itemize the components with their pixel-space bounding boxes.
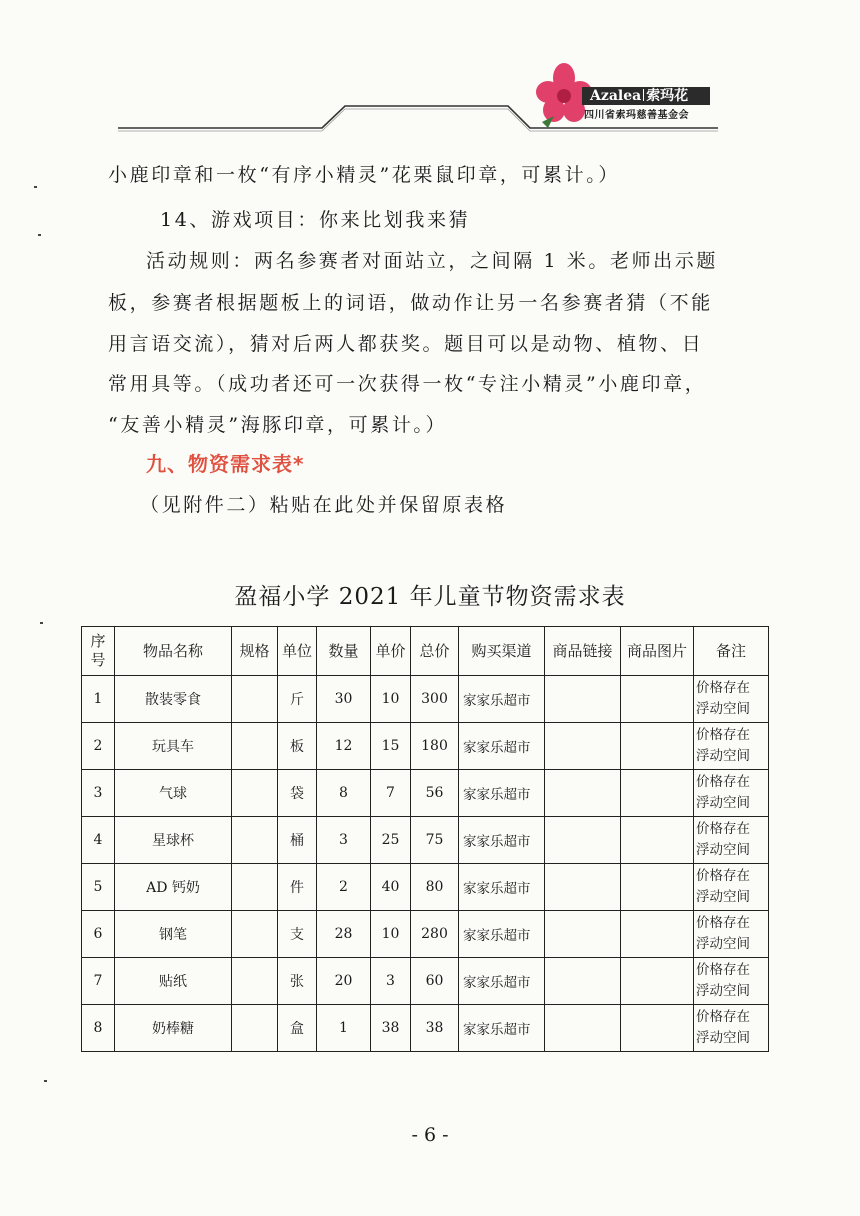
cell-price: 38 (371, 1005, 411, 1052)
table-row (82, 1005, 769, 1052)
cell-no: 2 (82, 723, 115, 770)
table-row (82, 770, 769, 817)
cell-spec (232, 911, 278, 958)
cell-note (694, 770, 769, 817)
cell-channel: 家家乐超市 (459, 864, 545, 911)
logo-en: Azalea (590, 88, 642, 104)
note-line-2: 浮动空间 (696, 1030, 750, 1046)
cell-spec (232, 770, 278, 817)
cell-price: 15 (371, 723, 411, 770)
cell-total: 280 (411, 911, 459, 958)
note-line-2: 浮动空间 (696, 701, 750, 717)
cell-link (545, 864, 621, 911)
note-line-1: 价格存在 (696, 774, 750, 790)
cell-name: 星球杯 (115, 817, 232, 864)
note-line-1: 价格存在 (696, 680, 750, 696)
cell-channel: 家家乐超市 (459, 723, 545, 770)
cell-total: 300 (411, 676, 459, 723)
cell-channel: 家家乐超市 (459, 1005, 545, 1052)
rules-line-5: “友善小精灵”海豚印章，可累计。） (108, 414, 448, 436)
cell-name: 玩具车 (115, 723, 232, 770)
cell-image (621, 723, 694, 770)
col-header-unit: 单位 (278, 627, 317, 676)
cell-name: 贴纸 (115, 958, 232, 1005)
scan-speck (38, 234, 41, 236)
cell-link (545, 911, 621, 958)
cell-unit: 桶 (278, 817, 317, 864)
cell-qty: 20 (317, 958, 371, 1005)
cell-spec (232, 864, 278, 911)
rules-line-1: 活动规则：两名参赛者对面站立，之间隔 1 米。老师出示题 (146, 250, 718, 272)
cell-no: 6 (82, 911, 115, 958)
logo-wordmark (582, 87, 710, 105)
col-header-note: 备注 (694, 627, 769, 676)
cell-spec (232, 958, 278, 1005)
note-line-2: 浮动空间 (696, 983, 750, 999)
cell-total: 80 (411, 864, 459, 911)
rules-line-3: 用言语交流），猜对后两人都获奖。题目可以是动物、植物、日 (108, 333, 704, 355)
cell-spec (232, 817, 278, 864)
cell-unit: 板 (278, 723, 317, 770)
cell-note (694, 676, 769, 723)
col-header-spec: 规格 (232, 627, 278, 676)
logo-cn: 索玛花 (646, 88, 689, 104)
cell-link (545, 958, 621, 1005)
cell-price: 10 (371, 911, 411, 958)
cell-spec (232, 1005, 278, 1052)
note-line-1: 价格存在 (696, 727, 750, 743)
cell-channel: 家家乐超市 (459, 817, 545, 864)
cell-unit: 盒 (278, 1005, 317, 1052)
cell-total: 75 (411, 817, 459, 864)
cell-total: 38 (411, 1005, 459, 1052)
table-row (82, 864, 769, 911)
cell-price: 3 (371, 958, 411, 1005)
cell-link (545, 1005, 621, 1052)
continuation-line: 小鹿印章和一枚“有序小精灵”花栗鼠印章，可累计。） (108, 164, 620, 186)
cell-price: 10 (371, 676, 411, 723)
cell-channel: 家家乐超市 (459, 958, 545, 1005)
col-header-no: 序号 (82, 627, 115, 676)
note-line-2: 浮动空间 (696, 889, 750, 905)
col-header-qty: 数量 (317, 627, 371, 676)
cell-no: 7 (82, 958, 115, 1005)
note-line-2: 浮动空间 (696, 748, 750, 764)
note-line-2: 浮动空间 (696, 842, 750, 858)
cell-image (621, 864, 694, 911)
foundation-logo (534, 60, 714, 130)
cell-image (621, 1005, 694, 1052)
scan-speck (34, 186, 37, 188)
cell-no: 3 (82, 770, 115, 817)
cell-note (694, 911, 769, 958)
cell-unit: 袋 (278, 770, 317, 817)
cell-name: AD 钙奶 (115, 864, 232, 911)
table-row (82, 723, 769, 770)
cell-image (621, 676, 694, 723)
rules-line-4: 常用具等。（成功者还可一次获得一枚“专注小精灵”小鹿印章， (108, 373, 707, 395)
game-title: 14、游戏项目：你来比划我来猜 (160, 209, 471, 231)
cell-image (621, 770, 694, 817)
page-number: - 6 - (411, 1124, 449, 1146)
col-header-image: 商品图片 (621, 627, 694, 676)
cell-image (621, 817, 694, 864)
cell-no: 4 (82, 817, 115, 864)
cell-no: 5 (82, 864, 115, 911)
cell-price: 7 (371, 770, 411, 817)
table-row (82, 958, 769, 1005)
note-line-2: 浮动空间 (696, 936, 750, 952)
note-line-1: 价格存在 (696, 915, 750, 931)
cell-note (694, 817, 769, 864)
cell-qty: 2 (317, 864, 371, 911)
cell-spec (232, 723, 278, 770)
cell-no: 8 (82, 1005, 115, 1052)
cell-unit: 斤 (278, 676, 317, 723)
cell-unit: 件 (278, 864, 317, 911)
cell-link (545, 817, 621, 864)
cell-link (545, 723, 621, 770)
cell-name: 奶棒糖 (115, 1005, 232, 1052)
table-row (82, 911, 769, 958)
cell-link (545, 676, 621, 723)
cell-price: 25 (371, 817, 411, 864)
supplies-table (81, 626, 769, 1052)
cell-link (545, 770, 621, 817)
scan-speck (44, 1080, 47, 1082)
cell-image (621, 958, 694, 1005)
cell-total: 180 (411, 723, 459, 770)
cell-name: 钢笔 (115, 911, 232, 958)
cell-no: 1 (82, 676, 115, 723)
scan-speck (40, 622, 43, 624)
cell-channel: 家家乐超市 (459, 770, 545, 817)
cell-unit: 张 (278, 958, 317, 1005)
cell-note (694, 1005, 769, 1052)
table-row (82, 676, 769, 723)
col-header-link: 商品链接 (545, 627, 621, 676)
rules-line-2: 板，参赛者根据题板上的词语，做动作让另一名参赛者猜（不能 (108, 292, 713, 314)
cell-qty: 8 (317, 770, 371, 817)
cell-channel: 家家乐超市 (459, 676, 545, 723)
cell-image (621, 911, 694, 958)
logo-subtitle: 四川省索玛慈善基金会 (584, 110, 689, 121)
col-header-name: 物品名称 (115, 627, 232, 676)
cell-name: 气球 (115, 770, 232, 817)
cell-qty: 28 (317, 911, 371, 958)
cell-qty: 12 (317, 723, 371, 770)
section-heading: 九、物资需求表* (146, 452, 305, 476)
cell-total: 56 (411, 770, 459, 817)
cell-qty: 3 (317, 817, 371, 864)
cell-qty: 30 (317, 676, 371, 723)
cell-qty: 1 (317, 1005, 371, 1052)
note-line-1: 价格存在 (696, 962, 750, 978)
cell-name: 散装零食 (115, 676, 232, 723)
note-line-1: 价格存在 (696, 1009, 750, 1025)
cell-total: 60 (411, 958, 459, 1005)
cell-note (694, 864, 769, 911)
cell-unit: 支 (278, 911, 317, 958)
note-line-1: 价格存在 (696, 821, 750, 837)
note-line-1: 价格存在 (696, 868, 750, 884)
header-rule (0, 0, 860, 140)
cell-note (694, 723, 769, 770)
col-header-price: 单价 (371, 627, 411, 676)
col-header-total: 总价 (411, 627, 459, 676)
attachment-note: （见附件二）粘贴在此处并保留原表格 (140, 494, 508, 516)
cell-channel: 家家乐超市 (459, 911, 545, 958)
table-title: 盈福小学 2021 年儿童节物资需求表 (234, 584, 626, 610)
cell-spec (232, 676, 278, 723)
col-header-channel: 购买渠道 (459, 627, 545, 676)
table-header-row (82, 627, 769, 676)
note-line-2: 浮动空间 (696, 795, 750, 811)
cell-note (694, 958, 769, 1005)
cell-price: 40 (371, 864, 411, 911)
table-row (82, 817, 769, 864)
